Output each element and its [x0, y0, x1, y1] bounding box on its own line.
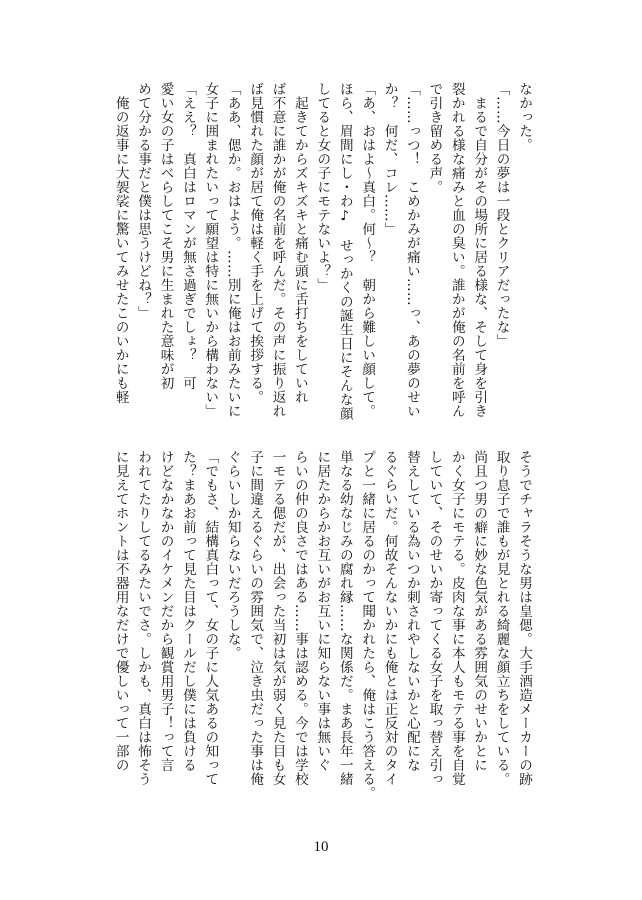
- text-line: 替えしている為いつか刺されやしないかと心配にな: [403, 450, 420, 772]
- text-line: 俺の返事に大袈裟に驚いてみせたこのいかにも軽: [112, 82, 129, 404]
- text-line: めて分かる事だと僕は思うけどね？」: [135, 82, 152, 320]
- text-line: 一モテる偲だが、出会った当初は気が弱く見た目も女: [269, 450, 286, 786]
- text-line: 「あ、おはよ〜真白。何〜？ 朝から難しい顔して。: [359, 82, 376, 418]
- text-line: ぐらいしか知らないだろうしな。: [224, 450, 241, 660]
- text-line: ば不意に誰かが俺の名前を呼んだ。その声に振り返れ: [269, 82, 286, 418]
- text-line: 取り息子で誰もが見とれる綺麗な顔立ちをしている。: [493, 450, 510, 786]
- text-line: ほら、眉間にし・わ♪ せっかくの誕生日にそんな顔: [336, 82, 353, 421]
- text-line: らいの仲の良さではある……事は認める。今では学校: [291, 450, 308, 786]
- page-number: 10: [313, 839, 329, 855]
- text-line: 起きてからズキズキと痛む頭に舌打ちをしていれ: [291, 82, 308, 404]
- text-line: で引き留める声。: [426, 82, 443, 194]
- text-line: してると女の子にモテないよ？」: [314, 82, 331, 292]
- text-line: 「ええ？ 真白はロマンが無さ過ぎでしょ？ 可: [179, 82, 196, 390]
- text-line: プと一緒に居るのかって聞かれたら、俺はこう答える。: [359, 450, 376, 800]
- text-line: 子に間違えるぐらいの雰囲気で、泣き虫だった事は俺: [247, 450, 264, 786]
- text-line: 単なる幼なじみの腐れ縁……な関係だ。まあ長年一緒: [336, 450, 353, 786]
- text-line: まるで自分がその場所に居る様な、そして身を引き: [471, 82, 488, 418]
- text-line: るぐらいだ。何故そんないかにも俺とは正反対のタイ: [381, 450, 398, 786]
- text-line: か？ 何だ、コレ……」: [381, 82, 398, 236]
- text-line: ば見慣れた顔が居て俺は軽く手を上げて挨拶する。: [247, 82, 264, 404]
- lower-text-block: [112, 450, 535, 800]
- text-line: われてたりしてるみたいでさ。しかも、真白は怖そう: [135, 450, 152, 786]
- text-line: た？まあお前って見た目はクールだし僕には負ける: [179, 450, 196, 772]
- text-line: 「……今日の夢は一段とクリアだったな」: [493, 82, 510, 348]
- text-line: 女子に囲まれたいって願望は特に無いから構わない」: [202, 82, 219, 418]
- text-line: に居たからかお互いがお互いに知らない事は無いぐ: [314, 450, 331, 772]
- text-line: 愛い女の子はべらしてこそ男に生まれた意味が初: [157, 82, 174, 390]
- text-line: 「でもさ、結構真白って、女の子に人気あるの知って: [202, 450, 219, 786]
- text-line: に見えてホントは不器用なだけで優しいって一部の: [112, 450, 129, 772]
- text-line: 裂かれる様な痛みと血の臭い。誰かが俺の名前を呼ん: [448, 82, 465, 418]
- text-line: けどなかなかのイケメンだから観賞用男子！って言: [157, 450, 174, 772]
- upper-text-block: [112, 82, 535, 421]
- text-line: していて、そのせいか寄ってくる女子を取っ替え引っ: [426, 450, 443, 786]
- text-line: 「ああ、偲か。おはよう。……別に俺はお前みたいに: [224, 82, 241, 418]
- text-line: 「……っつ！ こめかみが痛い……っ、あの夢のせい: [403, 82, 420, 418]
- text-line: かく女子にモテる。皮肉な事に本人もモテる事を自覚: [448, 450, 465, 786]
- text-line: なかった。: [516, 82, 532, 152]
- text-line: そうでチャラそうな男は皇偲。大手酒造メーカーの跡: [516, 450, 532, 786]
- text-line: 尚且つ男の癖に妙な色気がある雰囲気のせいかとに: [471, 450, 488, 772]
